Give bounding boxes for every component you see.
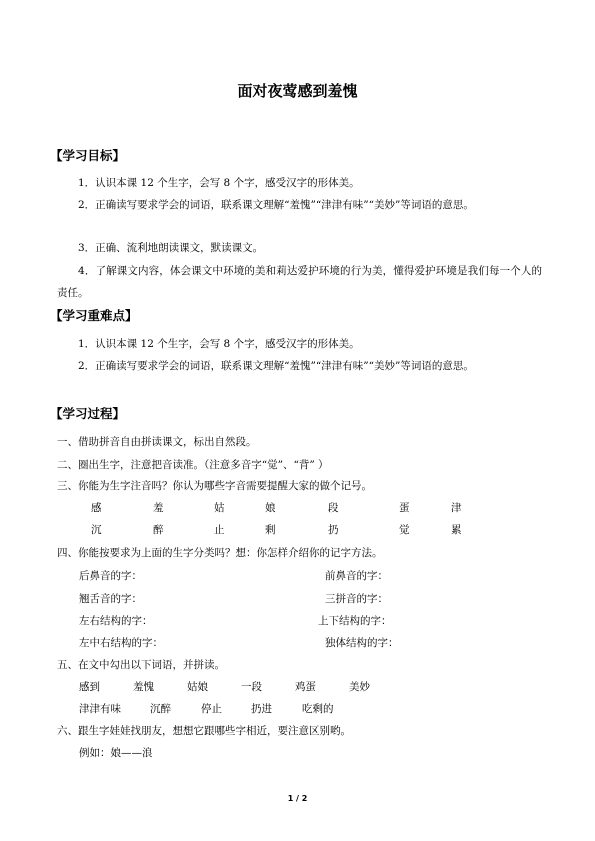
category-label: 左右结构的字： <box>79 615 153 627</box>
process-step-2: 二、圈出生字，注意把音读准。（注意多音字“觉”、“背” ） <box>57 459 329 471</box>
char-cell: 姑 <box>214 502 225 514</box>
section-heading-goals: 【学习目标】 <box>50 148 126 163</box>
category-label: 翘舌音的字： <box>79 593 142 605</box>
page-number: 1 / 2 <box>287 794 308 803</box>
char-cell: 蛋 <box>399 502 410 514</box>
char-cell: 累 <box>451 524 462 536</box>
word-item: 一段 <box>241 681 262 693</box>
char-cell: 剩 <box>265 524 276 536</box>
goal-item-2: 2．正确读写要求学会的词语，联系课文理解“羞愧”“津津有味”“美妙”等词语的意思。 <box>78 199 474 211</box>
process-step-3: 三、你能为生字注音吗？你认为哪些字音需要提醒大家的做个记号。 <box>57 480 372 492</box>
word-item: 美妙 <box>349 681 370 693</box>
key-point-item-2: 2．正确读写要求学会的词语，联系课文理解“羞愧”“津津有味”“美妙”等词语的意思。 <box>78 360 474 372</box>
char-cell: 津 <box>451 502 462 514</box>
goal-item-4: 4．了解课文内容，体会课文中环境的美和莉达爱护环境的行为美，懂得爱护环境是我们每一个人的责任。 <box>57 265 542 299</box>
char-cell: 感 <box>91 502 102 514</box>
char-cell: 娘 <box>265 502 276 514</box>
process-step-4: 四、你能按要求为上面的生字分类吗？想：你怎样介绍你的记字方法。 <box>57 547 383 559</box>
word-item: 津津有味 <box>79 703 121 715</box>
key-point-item-1: 1．认识本课 12 个生字，会写 8 个字，感受汉字的形体美。 <box>78 338 360 350</box>
char-cell: 醉 <box>153 524 164 536</box>
word-item: 停止 <box>201 703 222 715</box>
char-cell: 沉 <box>91 524 102 536</box>
goal-item-1: 1．认识本课 12 个生字，会写 8 个字，感受汉字的形体美。 <box>78 177 360 189</box>
char-cell: 觉 <box>399 524 410 536</box>
char-cell: 扔 <box>328 524 339 536</box>
word-item: 羞愧 <box>133 681 154 693</box>
char-cell: 止 <box>214 524 225 536</box>
char-cell: 段 <box>328 502 339 514</box>
example-line: 例如：娘——浪 <box>79 747 153 759</box>
process-step-5: 五、在文中勾出以下词语，并拼读。 <box>57 659 225 671</box>
category-label: 前鼻音的字： <box>325 570 388 582</box>
category-label: 后鼻音的字： <box>79 570 142 582</box>
category-label: 三拼音的字： <box>325 593 388 605</box>
char-cell: 羞 <box>153 502 164 514</box>
section-heading-key-points: 【学习重难点】 <box>50 308 138 323</box>
section-heading-process: 【学习过程】 <box>50 406 126 421</box>
word-item: 姑娘 <box>187 681 208 693</box>
category-label: 独体结构的字： <box>325 637 399 649</box>
process-step-6: 六、跟生字娃娃找朋友，想想它跟哪些字相近，要注意区别哟。 <box>57 725 351 737</box>
page-title: 面对夜莺感到羞愧 <box>237 82 358 100</box>
word-item: 沉醉 <box>150 703 171 715</box>
word-item: 鸡蛋 <box>295 681 316 693</box>
goal-item-3: 3．正确、流利地朗读课文，默读课文。 <box>78 242 264 254</box>
word-item: 吃剩的 <box>302 703 334 715</box>
category-label: 左中右结构的字： <box>79 637 163 649</box>
word-item: 感到 <box>79 681 100 693</box>
process-step-1: 一、借助拼音自由拼读课文，标出自然段。 <box>57 436 257 448</box>
word-item: 扔进 <box>251 703 272 715</box>
category-label: 上下结构的字： <box>318 615 392 627</box>
